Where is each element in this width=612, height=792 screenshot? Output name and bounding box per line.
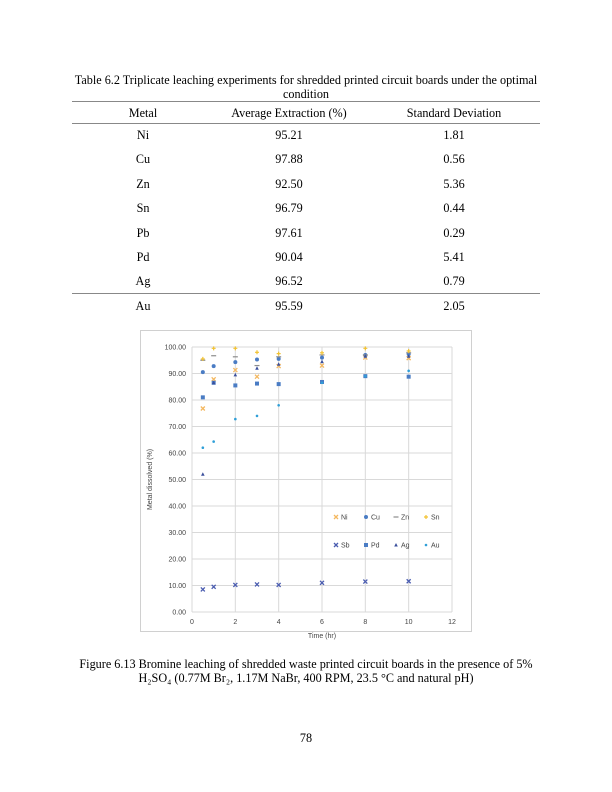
cell-average: 90.04 [275,250,303,264]
cell-average: 92.50 [275,176,303,191]
data-point-cu-shape [233,360,237,364]
table-caption [60,73,552,101]
data-point-au [202,446,205,449]
legend-label-zn: Zn [401,514,410,522]
cell-metal: Ag [135,274,151,289]
y-axis-label: Metal dissolved (%) [147,448,154,511]
cell-metal: Pd [136,250,150,264]
cell-stdev: 5.41 [443,250,465,264]
table-row [72,152,540,168]
table-header-rule [72,123,540,124]
header-stdev: Standard Deviation [406,106,502,120]
data-point-cu-shape [320,356,324,360]
data-point-cu-shape [201,370,205,374]
y-tick-label: 50.00 [168,477,186,484]
header-metal: Metal [128,106,158,120]
x-tick-label: 12 [448,619,456,626]
data-point-au [212,440,215,443]
data-point-pd [255,382,259,386]
table-row [72,201,540,217]
table-row [72,250,540,266]
page-number: 78 [299,731,313,745]
data-point-au-shape [234,418,237,421]
x-tick-label: 2 [233,619,238,626]
data-point-au-shape [212,440,215,443]
cell-metal: Ni [136,128,150,142]
x-tick-label: 6 [320,619,324,626]
data-point-pd [277,382,281,386]
table-top-rule [72,101,540,102]
legend-label-sb: Sb [341,542,350,550]
cell-average: 96.52 [275,274,303,289]
y-tick-label: 20.00 [168,556,186,564]
figure-caption [60,657,552,685]
data-point-pd-shape [233,383,237,387]
table-header-row [72,106,540,122]
table-row [72,128,540,144]
data-point-cu [277,357,281,361]
data-point-cu-shape [277,357,281,361]
cell-average: 95.59 [275,298,303,313]
table-caption-line: condition [282,87,330,101]
y-tick-label: 100.00 [164,344,186,352]
cell-average: 97.61 [275,225,303,240]
data-point-au-shape [256,415,259,418]
data-point-au [321,381,324,384]
data-point-cu [255,357,259,361]
x-tick-label: 0 [190,619,194,626]
x-tick-label: 10 [404,619,413,626]
cell-metal: Au [135,298,151,313]
table-row [72,274,540,290]
x-tick-label: 8 [363,619,368,626]
data-point-au-shape [321,381,324,384]
cell-metal: Sn [136,201,150,216]
cell-stdev: 0.56 [443,152,465,167]
scatter-chart [140,330,472,640]
legend-marker-cu-shape [364,515,368,519]
header-average: Average Extraction (%) [231,106,347,120]
data-point-au-shape [202,446,205,449]
data-point-au [234,418,237,421]
figure-caption-line: Figure 6.13 Bromine leaching of shredded waste printed circuit boards in the presence of 5% [79,657,533,671]
cell-metal: Pb [136,225,150,240]
data-point-pd-shape [277,382,281,386]
cell-stdev: 0.29 [443,225,465,240]
data-point-au-shape [277,404,280,407]
legend-label-cu: Cu [371,514,380,522]
data-point-au [277,404,280,407]
y-tick-label: 60.00 [168,450,186,458]
chart-border [141,331,472,632]
data-point-pd-shape [201,395,205,399]
cell-stdev: 5.36 [443,176,465,191]
cell-metal: Zn [136,176,150,191]
legend-label-ni: Ni [341,514,348,522]
y-tick-label: 30.00 [168,530,186,537]
cell-average: 96.79 [275,201,303,216]
data-point-pd-shape [407,375,411,379]
y-tick-label: 0.00 [172,609,186,617]
data-point-au-shape [407,370,410,373]
y-tick-label: 40.00 [168,503,186,511]
y-tick-label: 70.00 [168,424,186,431]
table-caption-line: Table 6.2 Triplicate leaching experiments for shredded printed circuit boards under the optimal [74,73,538,87]
figure-caption-line: H₂SO₄ (0.77M Br₂, 1.17M NaBr, 400 RPM, 23.5 °C and natural pH) [138,671,474,685]
cell-stdev: 1.81 [443,128,465,142]
data-point-cu-shape [255,357,259,361]
data-point-pd [233,383,237,387]
data-point-cu [320,356,324,360]
data-point-au [256,415,259,418]
x-tick-label: 4 [276,619,281,626]
legend-label-pd: Pd [371,542,380,550]
legend-marker-pd [364,543,368,547]
table-row [72,226,540,242]
data-point-cu [201,370,205,374]
legend-label-sn: Sn [431,514,440,522]
y-tick-label: 90.00 [168,371,186,378]
x-axis-label: Time (hr) [307,633,337,640]
legend-label-ag: Ag [401,542,410,550]
cell-stdev: 0.79 [443,274,465,289]
data-point-pd [407,375,411,379]
y-tick-label: 80.00 [168,397,186,405]
cell-metal: Cu [135,152,151,167]
table-row [72,299,540,315]
data-point-au-shape [364,375,367,378]
legend-marker-cu [364,515,368,519]
cell-average: 97.88 [275,152,303,167]
cell-stdev: 0.44 [443,201,465,216]
legend-marker-pd-shape [364,543,368,547]
data-point-cu [212,364,216,368]
data-point-pd [201,395,205,399]
table-row [72,177,540,193]
y-tick-label: 10.00 [168,583,186,590]
legend-label-au: Au [431,542,440,550]
legend-marker-au-shape [425,544,428,547]
data-point-au [407,370,410,373]
data-point-cu [233,360,237,364]
legend-marker-au [425,544,428,547]
data-point-au [364,375,367,378]
table-bottom-rule [72,293,540,294]
cell-average: 95.21 [275,128,303,142]
data-point-pd-shape [255,382,259,386]
data-point-cu-shape [212,364,216,368]
cell-stdev: 2.05 [443,298,465,313]
